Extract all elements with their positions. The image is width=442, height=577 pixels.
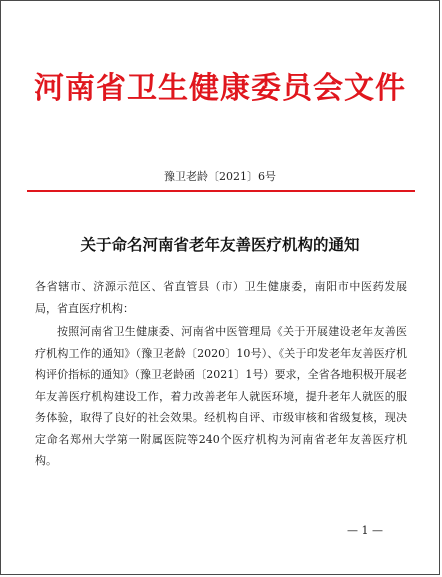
- notice-title: 关于命名河南省老年友善医疗机构的通知: [80, 236, 360, 254]
- addressee-text: 各省辖市、济源示范区、省直管县（市）卫生健康委，南阳市中医药发展局，省直医疗机构：: [35, 280, 407, 315]
- body-paragraph: 按照河南省卫生健康委、河南省中医管理局《关于开展建设老年友善医疗机构工作的通知》（豫卫老龄〔2020〕10号）、《关于印发老年友善医疗机构评价指标的通知》（豫卫老龄函〔2021〕1号）要求，全省各地积极开展老年友善医疗机构建设工作，着力改善老年人就医环境，提升老年人就医的服务体验，取得了良好的社会效果。经机构自评、市级审核和省级复核，现决定命名郑州大学第一附属医院等240个医疗机构为河南省老年友善医疗机构。: [35, 325, 407, 467]
- red-divider-line: [27, 190, 415, 192]
- document-number: 豫卫老龄〔2021〕6号: [164, 170, 276, 183]
- page-number: — 1 —: [347, 524, 383, 537]
- issuing-authority-title: 河南省卫生健康委员会文件: [34, 71, 406, 106]
